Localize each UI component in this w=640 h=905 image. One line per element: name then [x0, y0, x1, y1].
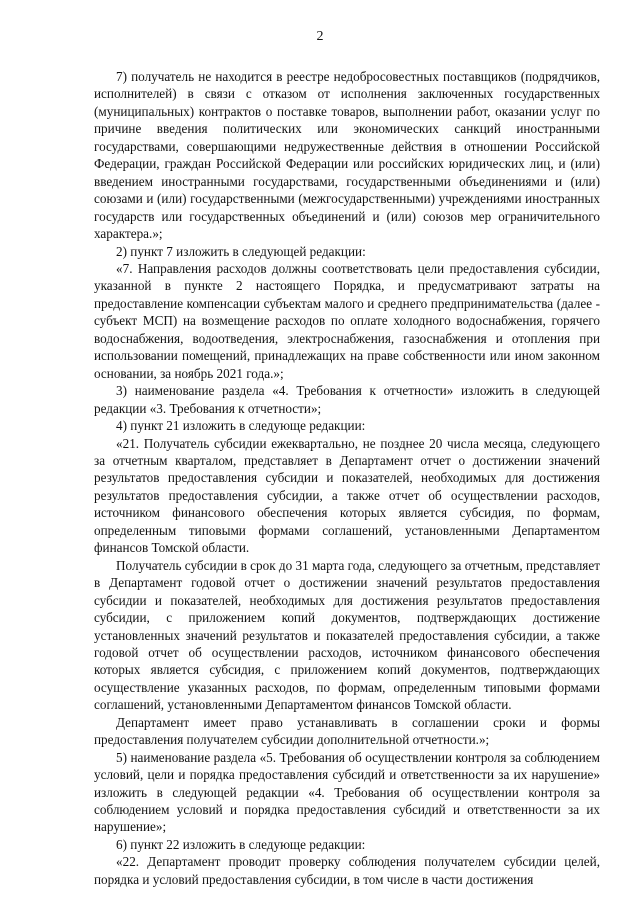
paragraph-clause-21: «21. Получатель субсидии ежеквартально, не позднее 20 числа месяца, следующего за отчетным кварталом, представляет в Департамент отчет о достижении значений результатов предоставления субсидии и показателей, необходимых для достижения результатов предоставления субсидии, а также отчет об осуществлении расходов, источником финансового обеспечения которых является субсидия, по формам, определенным типовыми формами соглашений, установленными Департаментом финансов Томской области. — [94, 435, 600, 556]
page-number: 2 — [316, 29, 324, 44]
paragraph-clause-7: «7. Направления расходов должны соответствовать цели предоставления субсидии, указанной в пункте 2 настоящего Порядка, и предусматривают затраты на предоставление компенсации субъектам малого и среднего предпринимательства (далее - субъект МСП) на возмещение расходов по оплате холодного водоснабжения, горячего водоснабжения, водоотведения, электроснабжения, газоснабжения и отопления при использовании помещений, принадлежащих на праве собственности или ином законном основании, за ноябрь 2021 года.»; — [94, 260, 600, 381]
paragraph-amendment-3: 3) наименование раздела «4. Требования к отчетности» изложить в следующей редакции «3. Требования к отчетности»; — [94, 383, 600, 416]
paragraph-amendment-5: 5) наименование раздела «5. Требования об осуществлении контроля за соблюдением условий, цели и порядка предоставления субсидий и ответственности за их нарушение» изложить в следующей редакции «4. Требования об осуществлении контроля за соблюдением условий и порядка предоставления субсидий и ответственности за их нарушение»; — [94, 749, 600, 835]
paragraph-clause-22: «22. Департамент проводит проверку соблюдения получателем субсидии целей, порядка и условий предоставления субсидии, в том числе в части достижения — [94, 854, 600, 887]
paragraph-additional-reporting: Департамент имеет право устанавливать в соглашении сроки и формы предоставления получателем субсидии дополнительной отчетности.»; — [94, 714, 600, 748]
paragraph-item-7: 7) получатель не находится в реестре недобросовестных поставщиков (подрядчиков, исполнителей) в связи с отказом от исполнения заключенных государственных (муниципальных) контрактов о поставке товаров, выполнении работ, оказании услуг по причине введения политических или экономических санкций иностранными государствами, совершающими недружественные действия в отношении Российской Федерации, граждан Российской Федерации или российских юридических лиц, и (или) введением иностранными государствами, государственными объединениями и (или) союзами и (или) государственными (межгосударственными) учреждениями иностранных государств или государственных объединений и (или) союзов мер ограничительного характера.»; — [94, 69, 600, 242]
paragraph-amendment-4: 4) пункт 21 изложить в следующе редакции: — [116, 418, 366, 434]
document-body — [94, 68, 600, 888]
paragraph-annual-report: Получатель субсидии в срок до 31 марта года, следующего за отчетным, представляет в Департамент годовой отчет о достижении значений результатов предоставления субсидии и показателей, необходимых для достижения результатов предоставления субсидии, с приложением копий документов, подтверждающих достижение установленных значений результатов и показателей предоставления субсидии, а также годовой отчет об осуществлении расходов, источником финансового обеспечения которых является субсидия, с приложением копий документов, подтверждающих осуществление указанных расходов, по формам, определенным типовыми формами соглашений, установленными Департаментом финансов Томской области. — [94, 557, 600, 713]
paragraph-amendment-6: 6) пункт 22 изложить в следующе редакции: — [116, 836, 366, 852]
paragraph-amendment-2: 2) пункт 7 изложить в следующей редакции: — [116, 243, 366, 259]
